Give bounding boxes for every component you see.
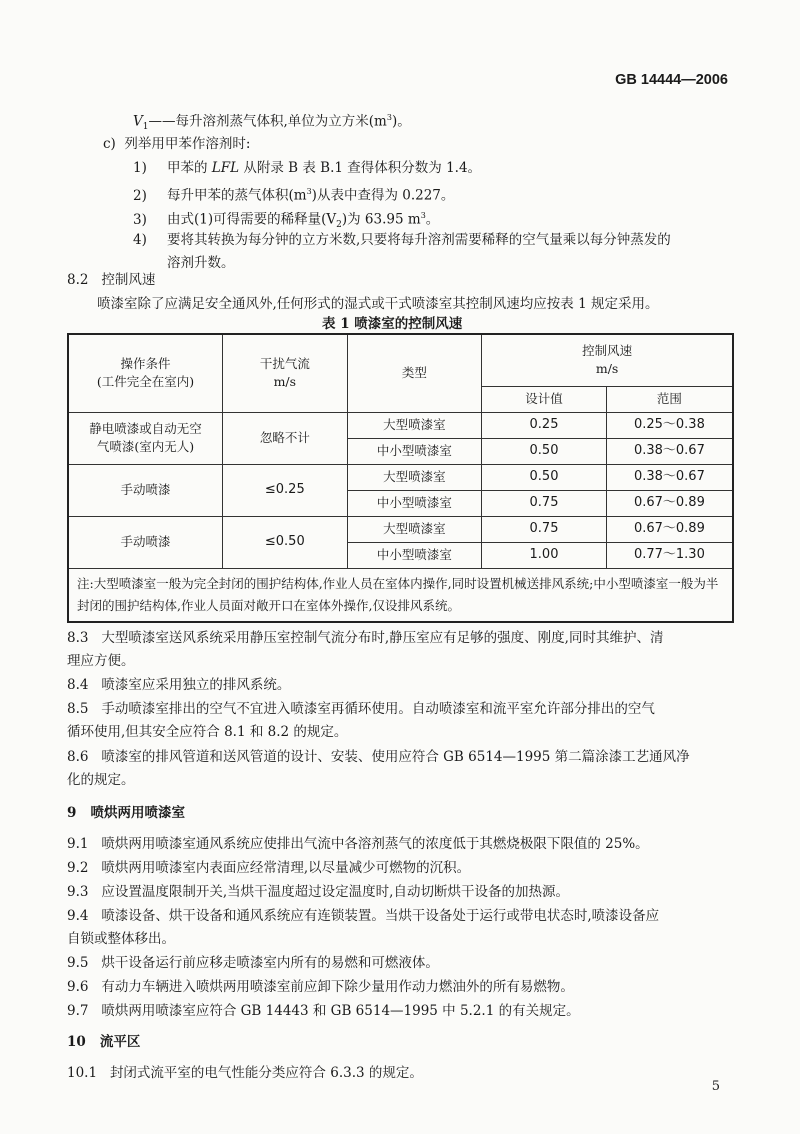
cell-design: 0.25: [482, 412, 607, 438]
cell-range: 0.25～0.38: [606, 412, 733, 438]
standard-number: GB 14444—2006: [615, 72, 728, 88]
cell-type: 中小型喷漆室: [347, 438, 482, 464]
item-c: c) 列举用甲苯作溶剂时:: [103, 136, 251, 152]
step-1: 1) 甲苯的 LFL 从附录 B 表 B.1 查得体积分数为 1.4。: [133, 160, 482, 176]
section-8-2-body: 喷漆室除了应满足安全通风外,任何形式的湿式或干式喷漆室其控制风速均应按表 1 规定采用。: [97, 296, 659, 312]
group-airflow: 忽略不计: [222, 412, 347, 464]
para-8-3: 8.3 大型喷漆室送风系统采用静压室控制气流分布时,静压室应有足够的强度、刚度,同时其维护、清: [67, 630, 664, 646]
para-8-3-cont: 理应方便。: [67, 653, 135, 669]
cell-range: 0.38～0.67: [606, 438, 733, 464]
para-9-7: 9.7 喷烘两用喷漆室应符合 GB 14443 和 GB 6514—1995 中 5.2.1 的有关规定。: [67, 1003, 580, 1019]
header-type: 类型: [347, 334, 482, 412]
para-8-5-cont: 循环使用,但其安全应符合 8.1 和 8.2 的规定。: [67, 724, 348, 740]
section-9-heading: 9 喷烘两用喷漆室: [67, 805, 186, 821]
cell-type: 大型喷漆室: [347, 516, 482, 542]
cell-range: 0.38～0.67: [606, 464, 733, 490]
cell-design: 1.00: [482, 542, 607, 568]
step-3: 3) 由式(1)可得需要的稀释量$(V_2)$为 63.95 $m^3$。: [133, 211, 440, 231]
header-airflow: 干扰气流 m/s: [222, 334, 347, 412]
section-8-2-heading: 8.2 控制风速: [67, 272, 156, 288]
group-airflow: ≤0.50: [222, 516, 347, 568]
table-row: [68, 464, 733, 490]
cell-design: 0.50: [482, 438, 607, 464]
step-4: 4) 要将其转换为每分钟的立方米数,只要将每升溶剂需要稀释的空气量乘以每分钟蒸发的: [133, 232, 671, 248]
table-row: [68, 412, 733, 438]
header-condition: 操作条件 (工件完全在室内): [68, 334, 222, 412]
group-condition: 手动喷漆: [68, 464, 222, 516]
para-9-2: 9.2 喷烘两用喷漆室内表面应经常清理,以尽量减少可燃物的沉积。: [67, 860, 471, 876]
cell-design: 0.75: [482, 490, 607, 516]
header-design: 设计值: [482, 386, 607, 412]
cell-type: 中小型喷漆室: [347, 490, 482, 516]
para-8-4: 8.4 喷漆室应采用独立的排风系统。: [67, 677, 291, 693]
step-4-cont: 溶剂升数。: [167, 255, 235, 271]
para-10-1: 10.1 封闭式流平室的电气性能分类应符合 6.3.3 的规定。: [67, 1065, 423, 1081]
cell-range: 0.67～0.89: [606, 490, 733, 516]
section-10-heading: 10 流平区: [67, 1034, 141, 1050]
para-8-6: 8.6 喷漆室的排风管道和送风管道的设计、安装、使用应符合 GB 6514—1995 第二篇涂漆工艺通风净: [67, 749, 690, 765]
para-9-4-cont: 自锁或整体移出。: [67, 931, 175, 947]
table-1-caption: 表 1 喷漆室的控制风速: [322, 316, 463, 332]
para-8-6-cont: 化的规定。: [67, 772, 135, 788]
cell-type: 大型喷漆室: [347, 464, 482, 490]
header-range: 范围: [606, 386, 733, 412]
para-9-4: 9.4 喷漆设备、烘干设备和通风系统应有连锁装置。当烘干设备处于运行或带电状态时,喷漆设备应: [67, 908, 660, 924]
group-airflow: ≤0.25: [222, 464, 347, 516]
para-9-5: 9.5 烘干设备运行前应移走喷漆室内所有的易燃和可燃液体。: [67, 955, 439, 971]
v1-definition: $V_1——$每升溶剂蒸气体积,单位为立方米$(m^3)$。: [133, 113, 411, 133]
header-speed: 控制风速 m/s: [482, 334, 733, 386]
cell-range: 0.77～1.30: [606, 542, 733, 568]
control-airspeed-table: [67, 333, 734, 623]
step-2: 2) 每升甲苯的蒸气体积$(m^3)$从表中查得为 0.227。: [133, 187, 455, 204]
cell-design: 0.50: [482, 464, 607, 490]
cell-type: 大型喷漆室: [347, 412, 482, 438]
group-condition: 手动喷漆: [68, 516, 222, 568]
para-9-6: 9.6 有动力车辆进入喷烘两用喷漆室前应卸下除少量用作动力燃油外的所有易燃物。: [67, 979, 574, 995]
table-row: [68, 516, 733, 542]
para-8-5: 8.5 手动喷漆室排出的空气不宜进入喷漆室再循环使用。自动喷漆室和流平室允许部分排出的空气: [67, 701, 655, 717]
page-number: 5: [711, 1079, 720, 1094]
para-9-3: 9.3 应设置温度限制开关,当烘干温度超过设定温度时,自动切断烘干设备的加热源。: [67, 884, 569, 900]
para-9-1: 9.1 喷烘两用喷漆室通风系统应使排出气流中各溶剂蒸气的浓度低于其燃烧极限下限值的 25%。: [67, 836, 649, 852]
cell-range: 0.67～0.89: [606, 516, 733, 542]
group-condition: 静电喷漆或自动无空 气喷漆(室内无人): [68, 412, 222, 464]
table-note: 注:大型喷漆室一般为完全封闭的围护结构体,作业人员在室体内操作,同时设置机械送排风系统;中小型喷漆室一般为半封闭的围护结构体,作业人员面对敞开口在室体外操作,仅设排风系统。: [68, 568, 733, 622]
cell-type: 中小型喷漆室: [347, 542, 482, 568]
cell-design: 0.75: [482, 516, 607, 542]
